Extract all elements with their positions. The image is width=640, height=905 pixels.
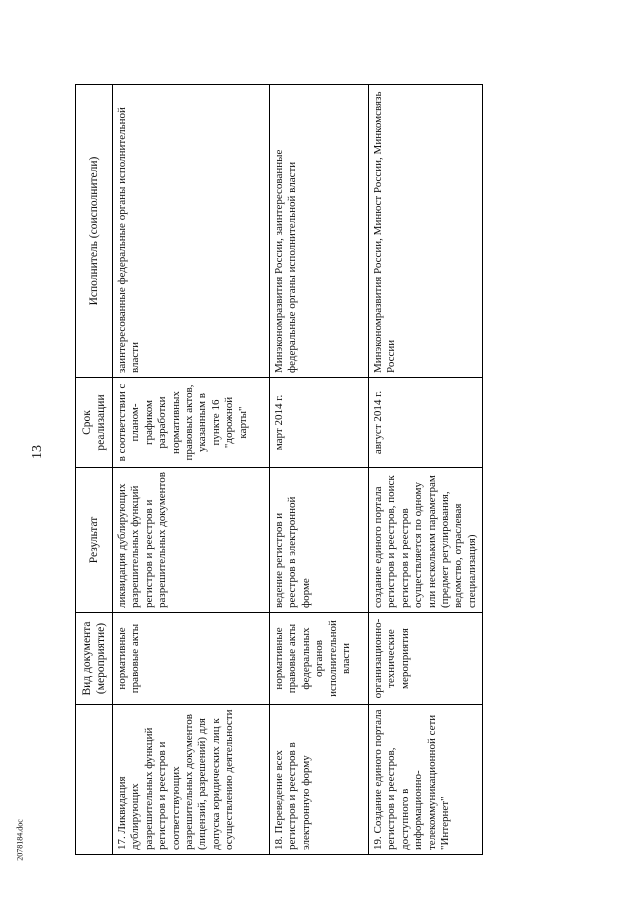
table-row [113,85,270,855]
cell-activity: 19. Создание единого портала регистров и реестров, доступного в информационно-телекоммуникационной сети "Интернет" [369,705,483,855]
cell-document-type: нормативные правовые акты [113,613,270,705]
header-document-type: Вид документа (мероприятие) [76,613,113,705]
table-row [270,85,369,855]
header-result: Результат [76,468,113,613]
cell-result: ликвидация дублирующих разрешительных функций регистров и реестров и разрешительных документов [113,468,270,613]
table-row [369,85,483,855]
cell-result: создание единого портала регистров и реестров, поиск регистров и реестров осуществляется по одному или нескольким параметрам (предмет регулирования, ведомство, отраслевая специализация) [369,468,483,613]
cell-executor: Минэкономразвития России, Минюст России, Минкомсвязь России [369,85,483,378]
cell-document-type: организационно-технические мероприятия [369,613,483,705]
cell-executor: заинтересованные федеральные органы исполнительной власти [113,85,270,378]
cell-activity: 17. Ликвидация дублирующих разрешительных функций регистров и реестров и соответствующих разрешительных документов (лицензий, разрешений) для допуска юридических лиц к осуществлению деятельности [113,705,270,855]
cell-term: август 2014 г. [369,378,483,468]
header-executor: Исполнитель (соисполнители) [76,85,113,378]
cell-term: в соответствии с планом-графиком разработки нормативных правовых актов, указанным в пункте 16 "дорожной карты" [113,378,270,468]
cell-executor: Минэкономразвития России, заинтересованные федеральные органы исполнительной власти [270,85,369,378]
document-filename: 2078184.doc [15,819,25,861]
roadmap-table [75,84,483,855]
header-activity [76,705,113,855]
cell-document-type: нормативные правовые акты федеральных органов исполнительной власти [270,613,369,705]
cell-term: март 2014 г. [270,378,369,468]
cell-result: ведение регистров и реестров в электронной форме [270,468,369,613]
header-term: Срок реализации [76,378,113,468]
page-number: 13 [30,445,45,459]
table-header-row [76,85,113,855]
cell-activity: 18. Переведение всех регистров и реестров в электронную форму [270,705,369,855]
rotated-table-wrapper [75,85,478,855]
